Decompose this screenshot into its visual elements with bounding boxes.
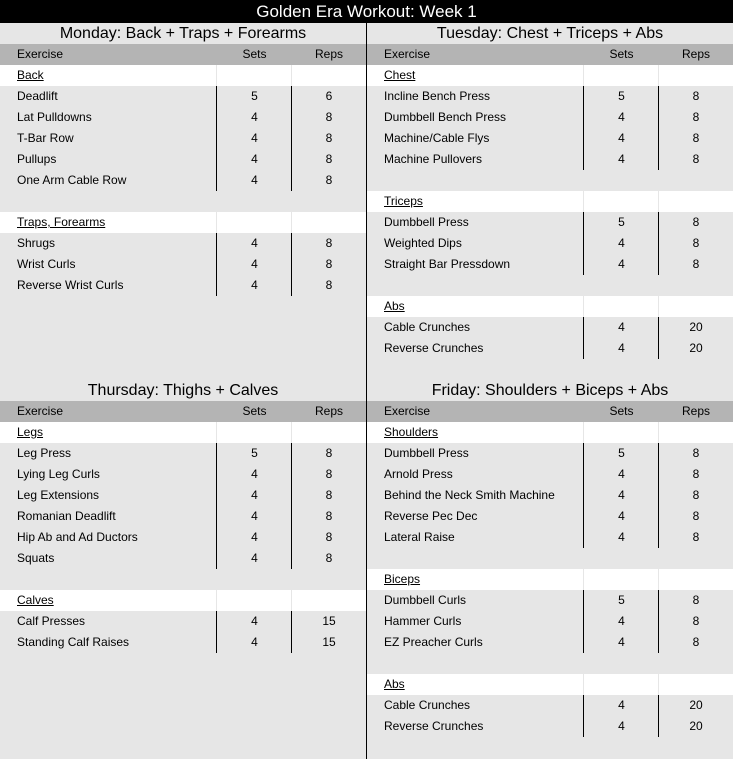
exercise-sets: 4 (618, 530, 625, 544)
exercise-name: Reverse Crunches (384, 719, 484, 733)
exercise-reps: 8 (692, 593, 700, 607)
cell-separator (658, 569, 659, 590)
group-label: Traps, Forearms (17, 215, 106, 229)
exercise-name: Dumbbell Curls (384, 593, 467, 607)
day-heading: Thursday: Thighs + Calves (0, 380, 366, 401)
exercise-reps: 8 (692, 215, 700, 229)
exercise-name: Calf Presses (17, 614, 86, 628)
exercise-sets: 4 (618, 719, 625, 733)
cell-separator (658, 65, 659, 86)
exercise-sets: 4 (251, 551, 258, 565)
exercise-row (0, 632, 366, 653)
exercise-sets: 5 (251, 446, 258, 460)
exercise-reps: 8 (325, 278, 333, 292)
cell-separator (583, 65, 584, 86)
exercise-sets: 4 (618, 635, 625, 649)
day-heading: Friday: Shoulders + Biceps + Abs (367, 380, 733, 401)
exercise-name: Standing Calf Raises (17, 635, 130, 649)
exercise-row (367, 338, 733, 359)
exercise-row (0, 548, 366, 569)
exercise-name: Reverse Wrist Curls (17, 278, 124, 292)
exercise-sets: 4 (618, 320, 625, 334)
exercise-sets: 4 (251, 467, 258, 481)
cell-separator (658, 422, 659, 443)
exercise-name: One Arm Cable Row (17, 173, 127, 187)
column-header-sets: Sets (242, 404, 267, 418)
exercise-reps: 8 (325, 236, 333, 250)
exercise-row (367, 527, 733, 548)
exercise-row (0, 170, 366, 191)
group-label: Legs (17, 425, 44, 439)
exercise-group (0, 590, 366, 653)
day-panel-monday (0, 23, 366, 317)
day-heading: Monday: Back + Traps + Forearms (0, 23, 366, 44)
column-header-row (367, 401, 733, 422)
exercise-name: Incline Bench Press (384, 89, 491, 103)
exercise-row (367, 695, 733, 716)
exercise-name: Cable Crunches (384, 320, 471, 334)
exercise-sets: 5 (251, 89, 258, 103)
exercise-name: Straight Bar Pressdown (384, 257, 511, 271)
exercise-reps: 8 (692, 110, 700, 124)
exercise-name: Shrugs (17, 236, 56, 250)
exercise-name: Cable Crunches (384, 698, 471, 712)
cell-separator (583, 674, 584, 695)
exercise-name: EZ Preacher Curls (384, 635, 483, 649)
exercise-sets: 5 (618, 446, 625, 460)
exercise-sets: 4 (251, 530, 258, 544)
exercise-sets: 4 (251, 635, 258, 649)
exercise-name: Reverse Pec Dec (384, 509, 478, 523)
exercise-sets: 4 (618, 341, 625, 355)
column-header-reps: Reps (681, 404, 710, 418)
exercise-group (0, 65, 366, 191)
exercise-reps: 8 (692, 509, 700, 523)
group-label-row (0, 422, 366, 443)
group-label: Chest (384, 68, 416, 82)
exercise-name: Squats (17, 551, 55, 565)
exercise-reps: 8 (325, 173, 333, 187)
column-header-row (367, 44, 733, 65)
exercise-reps: 20 (689, 698, 703, 712)
exercise-row (0, 443, 366, 464)
column-header-row (0, 401, 366, 422)
exercise-row (367, 86, 733, 107)
exercise-reps: 8 (325, 509, 333, 523)
group-label-row (0, 65, 366, 86)
column-header-exercise: Exercise (17, 404, 64, 418)
column-header-sets: Sets (242, 47, 267, 61)
column-header-reps: Reps (314, 404, 343, 418)
group-label-row (0, 590, 366, 611)
exercise-row (367, 485, 733, 506)
column-header-exercise: Exercise (384, 404, 431, 418)
exercise-group (367, 296, 733, 359)
column-header-exercise: Exercise (384, 47, 431, 61)
column-header-sets: Sets (609, 404, 634, 418)
group-label-row (367, 191, 733, 212)
exercise-row (367, 128, 733, 149)
exercise-reps: 8 (692, 614, 700, 628)
exercise-group (367, 191, 733, 275)
exercise-reps: 8 (325, 152, 333, 166)
exercise-row (367, 107, 733, 128)
group-label-row (367, 422, 733, 443)
exercise-name: Pullups (17, 152, 57, 166)
exercise-reps: 8 (325, 110, 333, 124)
exercise-name: Machine/Cable Flys (384, 131, 490, 145)
exercise-row (0, 233, 366, 254)
exercise-name: Lat Pulldowns (17, 110, 92, 124)
exercise-sets: 4 (251, 152, 258, 166)
exercise-name: Lying Leg Curls (17, 467, 100, 481)
exercise-sets: 4 (618, 131, 625, 145)
exercise-sets: 4 (618, 110, 625, 124)
exercise-reps: 8 (325, 467, 333, 481)
exercise-reps: 8 (325, 551, 333, 565)
cell-separator (658, 191, 659, 212)
exercise-sets: 4 (251, 488, 258, 502)
exercise-row (0, 464, 366, 485)
group-label: Abs (384, 299, 405, 313)
exercise-reps: 8 (692, 236, 700, 250)
cell-separator (583, 296, 584, 317)
exercise-reps: 8 (692, 131, 700, 145)
exercise-row (0, 275, 366, 296)
group-label: Abs (384, 677, 405, 691)
group-label-row (367, 296, 733, 317)
exercise-name: Hammer Curls (384, 614, 462, 628)
cell-separator (583, 191, 584, 212)
exercise-row (367, 632, 733, 653)
exercise-row (367, 233, 733, 254)
exercise-sets: 4 (251, 257, 258, 271)
cell-separator (658, 296, 659, 317)
exercise-name: Dumbbell Press (384, 215, 469, 229)
group-label: Biceps (384, 572, 421, 586)
exercise-group (0, 212, 366, 296)
exercise-sets: 4 (618, 467, 625, 481)
exercise-reps: 8 (325, 530, 333, 544)
exercise-row (367, 254, 733, 275)
exercise-sets: 4 (618, 698, 625, 712)
exercise-row (367, 611, 733, 632)
exercise-row (367, 716, 733, 737)
exercise-name: Machine Pullovers (384, 152, 483, 166)
column-header-exercise: Exercise (17, 47, 64, 61)
exercise-name: Dumbbell Press (384, 446, 469, 460)
column-header-reps: Reps (681, 47, 710, 61)
group-label: Back (17, 68, 44, 82)
day-panel-thursday (0, 380, 366, 674)
exercise-sets: 4 (251, 110, 258, 124)
exercise-name: Behind the Neck Smith Machine (384, 488, 555, 502)
exercise-reps: 15 (322, 614, 336, 628)
exercise-reps: 8 (325, 488, 333, 502)
exercise-row (0, 86, 366, 107)
exercise-name: Leg Press (17, 446, 72, 460)
cell-separator (291, 65, 292, 86)
group-label-row (0, 212, 366, 233)
exercise-name: T-Bar Row (17, 131, 74, 145)
exercise-name: Arnold Press (384, 467, 453, 481)
day-panel-tuesday (367, 23, 733, 380)
exercise-reps: 8 (692, 530, 700, 544)
exercise-sets: 5 (618, 593, 625, 607)
exercise-row (367, 506, 733, 527)
exercise-row (367, 212, 733, 233)
exercise-name: Weighted Dips (384, 236, 462, 250)
cell-separator (583, 422, 584, 443)
column-header-sets: Sets (609, 47, 634, 61)
exercise-reps: 8 (692, 152, 700, 166)
cell-separator (658, 674, 659, 695)
exercise-row (0, 485, 366, 506)
exercise-sets: 4 (251, 131, 258, 145)
exercise-row (0, 527, 366, 548)
exercise-sets: 4 (251, 278, 258, 292)
exercise-row (367, 464, 733, 485)
exercise-row (367, 590, 733, 611)
group-label: Triceps (384, 194, 423, 208)
group-label: Shoulders (384, 425, 439, 439)
cell-separator (583, 569, 584, 590)
exercise-sets: 4 (618, 236, 625, 250)
exercise-name: Lateral Raise (384, 530, 455, 544)
exercise-name: Wrist Curls (17, 257, 76, 271)
exercise-group (0, 422, 366, 569)
exercise-group (367, 65, 733, 170)
exercise-reps: 6 (325, 89, 333, 103)
exercise-sets: 4 (618, 152, 625, 166)
exercise-group (367, 569, 733, 653)
exercise-reps: 8 (692, 257, 700, 271)
exercise-sets: 4 (618, 488, 625, 502)
exercise-sets: 4 (618, 257, 625, 271)
column-header-row (0, 44, 366, 65)
exercise-reps: 8 (692, 89, 700, 103)
exercise-reps: 20 (689, 320, 703, 334)
exercise-name: Leg Extensions (17, 488, 100, 502)
exercise-reps: 8 (692, 467, 700, 481)
exercise-sets: 4 (618, 614, 625, 628)
exercise-row (0, 506, 366, 527)
exercise-reps: 8 (325, 257, 333, 271)
exercise-sets: 4 (251, 173, 258, 187)
exercise-name: Romanian Deadlift (17, 509, 116, 523)
exercise-reps: 15 (322, 635, 336, 649)
exercise-name: Hip Ab and Ad Ductors (17, 530, 138, 544)
column-header-reps: Reps (314, 47, 343, 61)
exercise-row (0, 254, 366, 275)
group-label-row (367, 569, 733, 590)
exercise-reps: 8 (325, 131, 333, 145)
exercise-sets: 4 (251, 236, 258, 250)
day-panel-friday (367, 380, 733, 758)
cell-separator (291, 422, 292, 443)
exercise-row (367, 443, 733, 464)
exercise-row (367, 317, 733, 338)
exercise-sets: 4 (618, 509, 625, 523)
exercise-reps: 8 (692, 488, 700, 502)
group-label-row (367, 674, 733, 695)
day-heading: Tuesday: Chest + Triceps + Abs (367, 23, 733, 44)
exercise-name: Deadlift (17, 89, 58, 103)
group-label-row (367, 65, 733, 86)
cell-separator (291, 212, 292, 233)
cell-separator (216, 212, 217, 233)
exercise-row (0, 611, 366, 632)
exercise-reps: 8 (325, 446, 333, 460)
group-label: Calves (17, 593, 54, 607)
exercise-group (367, 422, 733, 548)
exercise-sets: 5 (618, 89, 625, 103)
exercise-name: Dumbbell Bench Press (384, 110, 507, 124)
cell-separator (216, 65, 217, 86)
exercise-reps: 20 (689, 341, 703, 355)
exercise-sets: 5 (618, 215, 625, 229)
exercise-reps: 8 (692, 446, 700, 460)
cell-separator (216, 590, 217, 611)
exercise-reps: 20 (689, 719, 703, 733)
exercise-reps: 8 (692, 635, 700, 649)
cell-separator (291, 590, 292, 611)
exercise-name: Reverse Crunches (384, 341, 484, 355)
exercise-row (0, 107, 366, 128)
exercise-row (0, 149, 366, 170)
exercise-group (367, 674, 733, 737)
cell-separator (216, 422, 217, 443)
exercise-sets: 4 (251, 614, 258, 628)
exercise-sets: 4 (251, 509, 258, 523)
exercise-row (0, 128, 366, 149)
page-title: Golden Era Workout: Week 1 (0, 0, 733, 23)
exercise-row (367, 149, 733, 170)
